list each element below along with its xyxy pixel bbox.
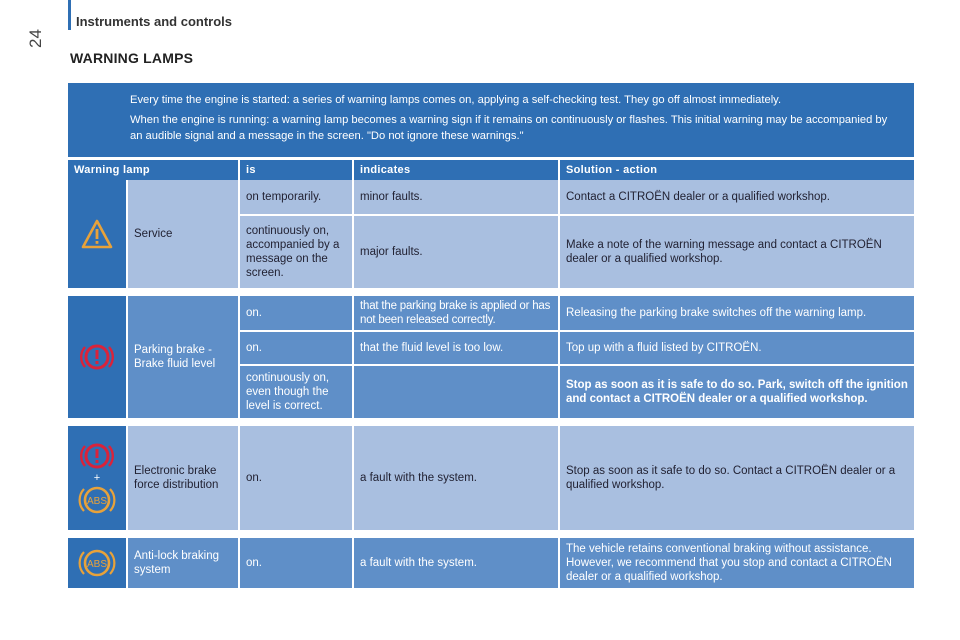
brake-warning-icon	[79, 438, 115, 474]
header-indicates: indicates	[354, 160, 560, 180]
parking-action-3: Stop as soon as it is safe to do so. Park, switch off the ignition and contact a CITROËN dealer or a qualified workshop.	[560, 366, 914, 420]
warning-triangle-icon	[80, 218, 114, 250]
service-indicates-2: major faults.	[354, 216, 560, 290]
service-is-2: continuously on, accompanied by a message on the screen.	[240, 216, 354, 290]
abs-indicates: a fault with the system.	[354, 538, 560, 590]
parking-indicates-2: that the fluid level is too low.	[354, 332, 560, 366]
ebfd-action: Stop as soon as it safe to do so. Contact a CITROËN dealer or a qualified workshop.	[560, 426, 914, 532]
service-is-1: on temporarily.	[240, 180, 354, 216]
header-is: is	[240, 160, 354, 180]
intro-paragraph-2: When the engine is running: a warning lamp becomes a warning sign if it remains on continuously or flashes. This initial warning may be accompanied by an audible signal and a message in the screen. "Do not ignore these warnings."	[130, 114, 888, 142]
section-title: Instruments and controls	[76, 14, 233, 29]
service-action-2: Make a note of the warning message and contact a CITROËN dealer or a qualified workshop.	[560, 216, 914, 290]
intro-paragraph-1: Every time the engine is started: a series of warning lamps comes on, applying a self-checking test. They go off almost immediately.	[130, 94, 782, 106]
parking-is-1: on.	[240, 296, 354, 332]
ebfd-indicates: a fault with the system.	[354, 426, 560, 532]
abs-icon	[78, 482, 116, 518]
parking-is-2: on.	[240, 332, 354, 366]
ebfd-lamp-cell	[68, 426, 128, 532]
service-action-1: Contact a CITROËN dealer or a qualified workshop.	[560, 180, 914, 216]
table-row	[68, 426, 914, 532]
intro-box	[68, 83, 914, 157]
table-row	[68, 538, 914, 590]
abs-lamp-cell	[68, 538, 128, 590]
parking-lamp-cell	[68, 296, 128, 420]
abs-is: on.	[240, 538, 354, 590]
table-row	[68, 296, 914, 332]
table-row	[68, 180, 914, 216]
header-solution-action: Solution - action	[560, 160, 914, 180]
parking-label: Parking brake - Brake fluid level	[128, 296, 240, 420]
service-indicates-1: minor faults.	[354, 180, 560, 216]
parking-is-3: continuously on, even though the level is correct.	[240, 366, 354, 420]
abs-icon-text: ABS	[86, 559, 108, 570]
plus-sign: +	[93, 472, 101, 484]
parking-action-1: Releasing the parking brake switches off the warning lamp.	[560, 296, 914, 332]
abs-label: Anti-lock braking system	[128, 538, 240, 590]
ebfd-label: Electronic brake force distribution	[128, 426, 240, 532]
header-accent-bar	[68, 0, 71, 30]
header-warning-lamp: Warning lamp	[68, 160, 240, 180]
abs-icon	[78, 545, 116, 581]
ebfd-is: on.	[240, 426, 354, 532]
parking-action-2: Top up with a fluid listed by CITROËN.	[560, 332, 914, 366]
parking-indicates-3	[354, 366, 560, 420]
abs-icon-text: ABS	[86, 496, 108, 507]
abs-action: The vehicle retains conventional braking without assistance. However, we recommend that you stop and contact a CITROËN dealer or a qualified workshop.	[560, 538, 914, 590]
parking-brake-icon	[79, 339, 115, 375]
service-label: Service	[128, 180, 240, 290]
table-header-row	[68, 160, 914, 180]
page-title: WARNING LAMPS	[70, 50, 194, 66]
page-number: 24	[26, 29, 45, 48]
warning-lamps-table	[68, 160, 914, 590]
service-lamp-cell	[68, 180, 128, 290]
parking-indicates-1: that the parking brake is applied or has not been released correctly.	[354, 296, 560, 332]
